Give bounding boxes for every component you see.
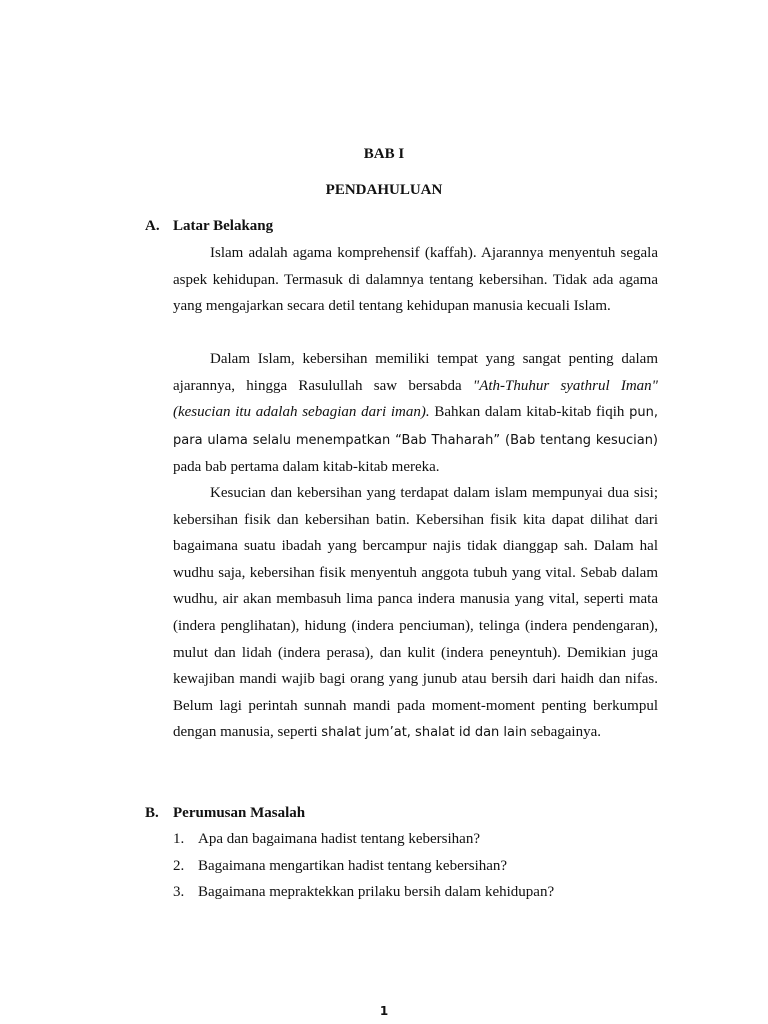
paragraph-3-text-2: shalat jum’at, shalat id dan lain [321, 725, 527, 741]
paragraph-3-text-3: sebagainya. [526, 724, 601, 741]
section-a-letter: A. [145, 218, 160, 234]
chapter-title: PENDAHULUAN [325, 182, 443, 198]
page-number: 1 [379, 1004, 389, 1018]
paragraph-3 [173, 480, 658, 747]
list-item-number: 2. [173, 857, 185, 874]
paragraph-3-text-1: Kesucian dan kebersihan yang terdapat dalam islam mempunyai dua sisi; kebersihan fisik dan kebersihan batin. Kebersihan fisik kita dapat dilihat dari bagaimana suatu ibadah yang bercampur najis tidak dianggap sah. Dalam hal wudhu saja, kebersihan fisik menyentuh anggota tubuh yang vital. Sebab dalam wudhu, air akan membasuh lima panca indera manusia yang vital, seperti mata (indera penglihatan), hidung (indera penciuman), telinga (indera pendengaran), mulut dan lidah (indera perasa), dan kulit (indera peneyntuh). Demikian juga kewajiban mandi wajib bagi orang yang junub atau bersih dari haidh dan nifas. Belum lagi perintah sunnah mandi pada moment-moment penting berkumpul dengan manusia, seperti [173, 485, 658, 741]
list-item-number: 3. [173, 884, 185, 901]
list-item-text: Bagaimana mepraktekkan prilaku bersih dalam kehidupan? [198, 884, 555, 901]
section-b-title: Perumusan Masalah [173, 805, 306, 821]
list-item [173, 853, 554, 880]
list-item-number: 1. [173, 831, 185, 847]
section-a-title: Latar Belakang [173, 218, 274, 234]
list-item-text: Apa dan bagaimana hadist tentang kebersihan? [198, 831, 480, 847]
chapter-heading: BAB I [363, 146, 405, 162]
paragraph-2-text-1: Dalam Islam, kebersihan memiliki tempat yang sangat penting dalam ajarannya, hingga Rasulullah saw bersabda [173, 351, 658, 394]
paragraph-2-text-4: pada bab pertama dalam kitab-kitab mereka. [173, 459, 440, 476]
section-a-heading [145, 218, 273, 235]
paragraph-1: Islam adalah agama komprehensif (kaffah). Ajarannya menyentuh segala aspek kehidupan. Termasuk di dalamnya tentang kebersihan. Tidak ada agama yang mengajarkan secara detil tentang kehidupan manusia kecuali Islam. [173, 245, 658, 315]
paragraph-2-quote: "Ath-Thuhur syathrul Iman" (kesucian itu adalah sebagian dari iman). [173, 377, 658, 421]
list-item [173, 826, 554, 853]
list-item [173, 879, 554, 906]
paragraph-2-text-2: Bahkan dalam kitab-kitab fiqih [429, 404, 630, 421]
section-b-heading [145, 805, 305, 822]
list-item-text: Bagaimana mengartikan hadist tentang kebersihan? [198, 857, 508, 874]
problem-list [173, 826, 554, 906]
paragraph-2-text-3: pun, para ulama selalu menempatkan “Bab Thaharah” (Bab tentang kesucian) [173, 405, 659, 448]
section-b-letter: B. [145, 805, 159, 821]
paragraph-2 [173, 346, 658, 481]
